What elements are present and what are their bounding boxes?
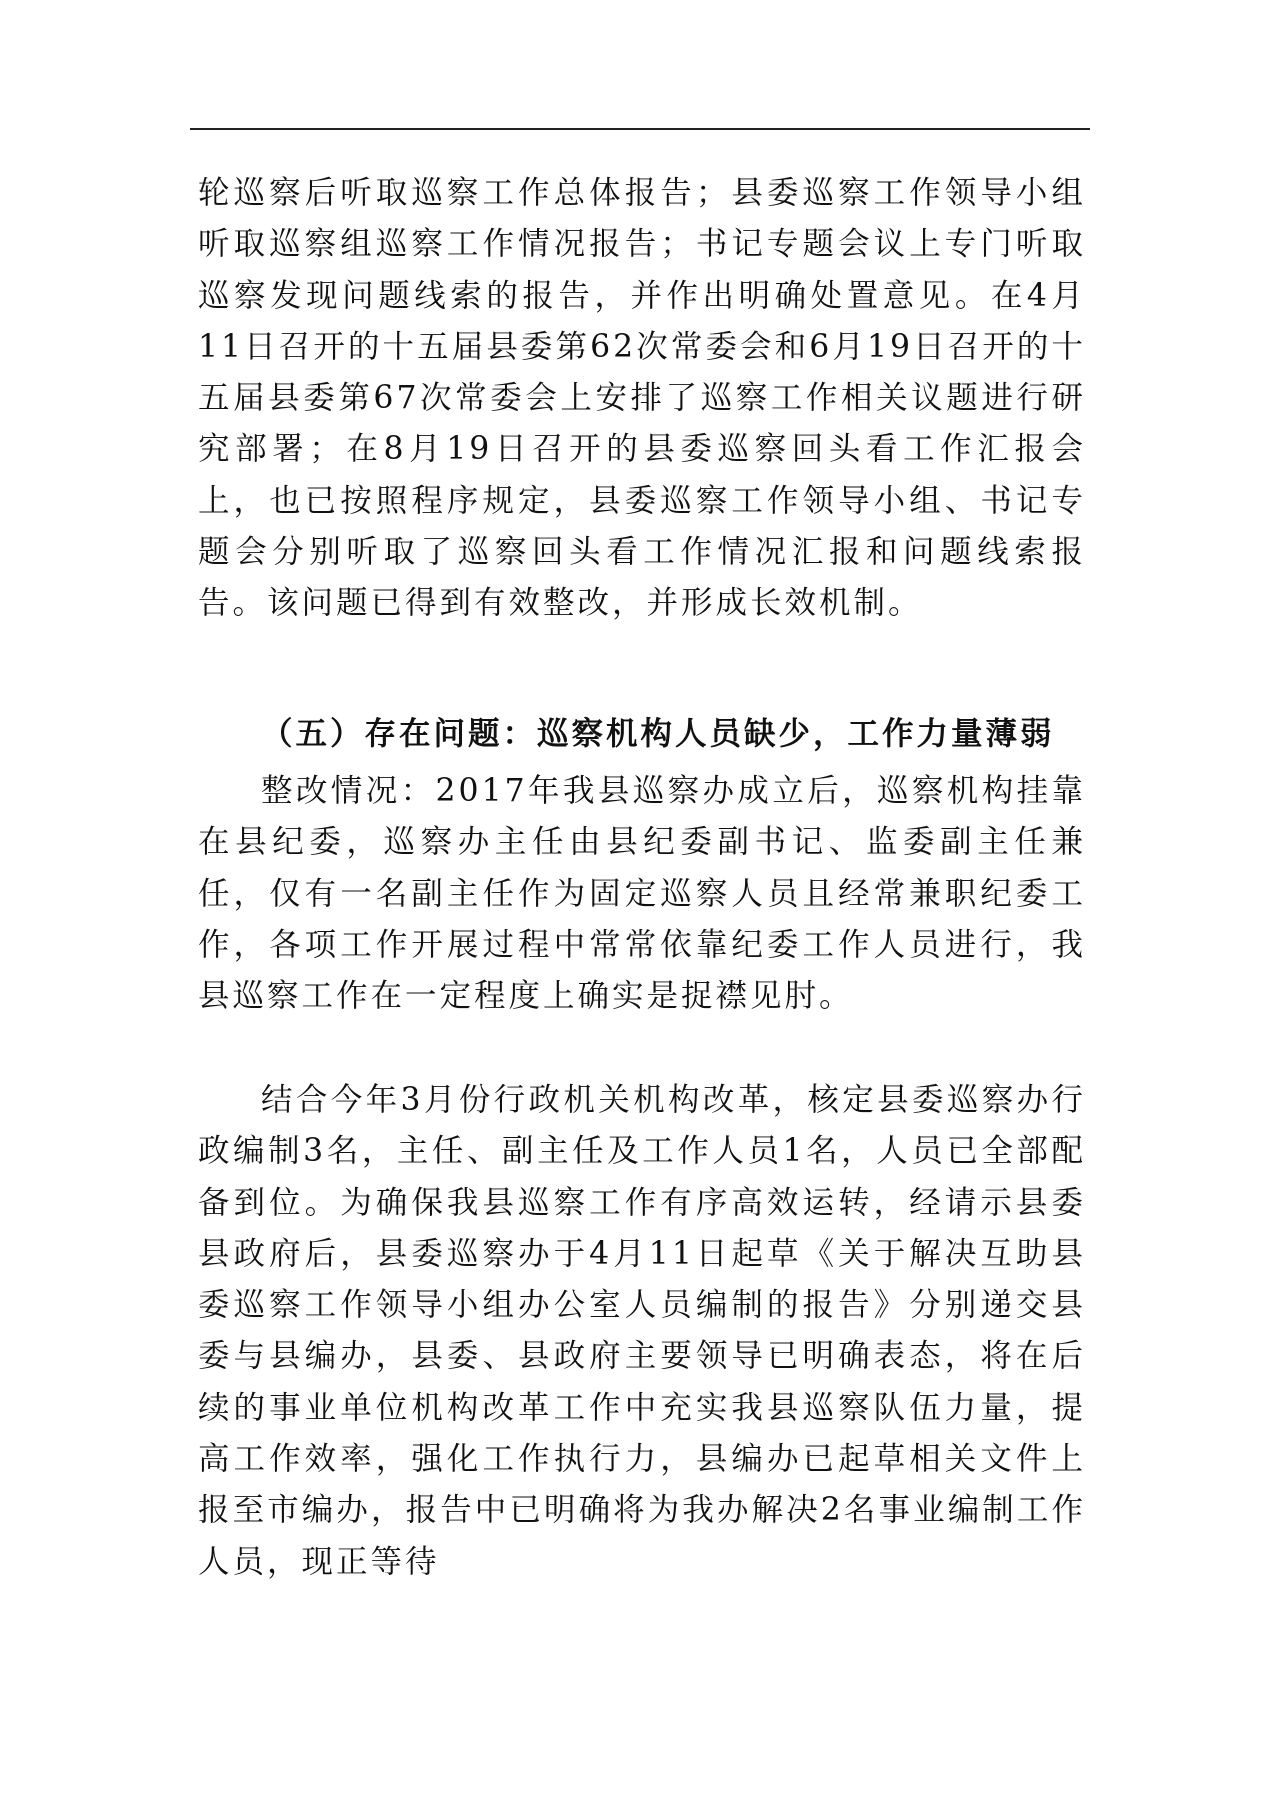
continued-paragraph-block xyxy=(198,168,1086,630)
reform-measures-paragraph: 结合今年3月份行政机关机构改革，核定县委巡察办行政编制3名，主任、副主任及工作人员1名，人员已全部配备到位。为确保我县巡察工作有序高效运转，经请示县委县政府后，县委巡察办于4月11日起草《关于解决互助县委巡察工作领导小组办公室人员编制的报告》分别递交县委与县编办，县委、县政府主要领导已明确表态，将在后续的事业单位机构改革工作中充实我县巡察队伍力量，提高工作效率，强化工作执行力，县编办已起草相关文件上报至市编办，报告中已明确将为我办解决2名事业编制工作人员，现正等待 xyxy=(198,1082,1086,1580)
rectification-status-paragraph: 整改情况：2017年我县巡察办成立后，巡察机构挂靠在县纪委，巡察办主任由县纪委副书记、监委副主任兼任，仅有一名副主任作为固定巡察人员且经常兼职纪委工作，各项工作开展过程中常常依靠纪委工作人员进行，我县巡察工作在一定程度上确实是捉襟见肘。 xyxy=(198,773,1086,1015)
rectification-paragraph-block xyxy=(198,766,1086,1022)
section-heading-5: （五）存在问题：巡察机构人员缺少，工作力量薄弱 xyxy=(261,715,1055,752)
paragraph-continuation: 轮巡察后听取巡察工作总体报告；县委巡察工作领导小组听取巡察组巡察工作情况报告；书记专题会议上专门听取巡察发现问题线索的报告，并作出明确处置意见。在4月11日召开的十五届县委第62次常委会和6月19日召开的十五届县委第67次常委会上安排了巡察工作相关议题进行研究部署；在8月19日召开的县委巡察回头看工作汇报会上，也已按照程序规定，县委巡察工作领导小组、书记专题会分别听取了巡察回头看工作情况汇报和问题线索报告。该问题已得到有效整改，并形成长效机制。 xyxy=(198,175,1086,622)
reform-paragraph-block xyxy=(198,1075,1086,1588)
header-rule xyxy=(190,128,1090,130)
